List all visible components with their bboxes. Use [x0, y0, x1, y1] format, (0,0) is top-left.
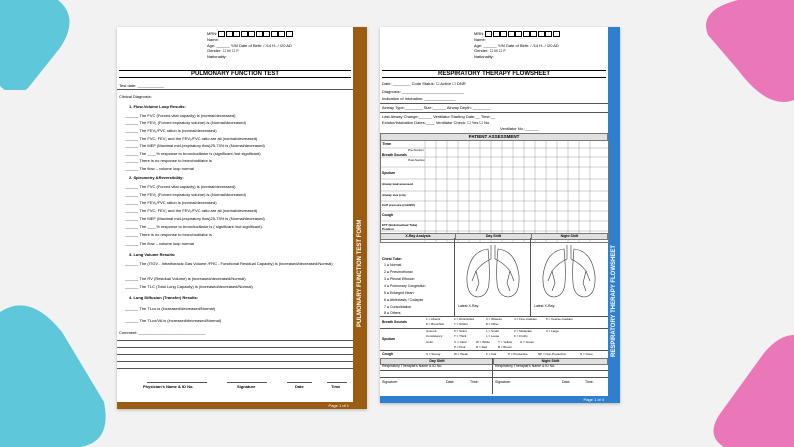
- spiro-item-8: ______ The flow – volume loop normal: [125, 241, 194, 246]
- sputum-c12: Y = Yellow: [498, 340, 512, 344]
- sputum-c5: 2 = Moderate: [514, 329, 532, 333]
- sputum-c10: C = Clear: [454, 340, 467, 344]
- patient-assessment-header: PATIENT ASSESSMENT: [380, 133, 608, 141]
- sig-night: Signature:: [495, 380, 511, 384]
- chest-item-4: 4 ● Pulmonary Congestion: [384, 284, 426, 288]
- grid-label-pre: Pre-Suction: [408, 148, 424, 152]
- header-mrn: MRN:: [474, 31, 560, 37]
- grid-label-ett: ETT (Endotracheal Tube) Position: [382, 223, 418, 231]
- breath-code-1: 1 = Absent: [426, 317, 441, 321]
- flow-item-6: ______ The ____% response to bronchodilator is (significant /not significant): [125, 151, 261, 156]
- grid-label-airway-size: Airway size (cm): [382, 193, 406, 197]
- sputum-c14: P = Pink: [454, 345, 466, 349]
- spiro-item-1: ______ The FVC (Forced vital capacity) is (normal/decreased): [125, 184, 236, 189]
- breath-code-6: 6 = Bronchial: [426, 322, 444, 326]
- header-age: Age: ______ Y/M Date of Birth: / /14 H- / /20 AD: [207, 42, 292, 48]
- spiro-item-5: ______ The MEF (Maximal mid-)expiratory flow)25-73% is (Normal/decreased): [125, 216, 265, 221]
- chest-item-7: 7 ● Consolidation: [384, 305, 412, 309]
- flow-item-5: ______ The MEF (Maximal mid-)expiratory flow)25-73% is (Normal/decreased): [125, 143, 265, 148]
- cough-code-1: S = Strong: [426, 352, 441, 356]
- page-footer: Page 1 of 4: [380, 396, 608, 403]
- date-night: Date:: [562, 380, 571, 384]
- cough-code-4: P = Productive: [508, 352, 528, 356]
- sputum-c4: 1 = Small: [486, 329, 499, 333]
- row-extubation: Extube/Intubation Dates:____ Ventilator Check: ☐ Yes ☐ No: [382, 120, 490, 125]
- xray-header: X-Ray Analysis: [380, 233, 456, 240]
- date-day: Date:: [446, 380, 455, 384]
- chest-item-3: 3 ● Pleural Effusion: [384, 277, 415, 281]
- volume-item-3: ______ The TLC (Total Lung Capacity) is (increased/decreased/Normal): [125, 284, 253, 289]
- test-date: Test date: ____________: [119, 83, 165, 88]
- chest-item-2: 2 ● Pneumothorax: [384, 270, 413, 274]
- section-spirometry: 2. Spirometry &Reversibility:: [129, 175, 184, 180]
- sputum-c6: 3 = Large: [546, 329, 559, 333]
- spiro-item-6: ______ The ____% response to bronchodilator is ( significant /not significant).: [125, 224, 263, 229]
- physician-name-label: Physician's Name & ID No.: [143, 384, 194, 389]
- spiro-item-7: ______ There is no response to bronchodilator is .: [125, 232, 215, 237]
- diffusion-item-1: ______ The TLco is (increased/decreased/Normal): [125, 306, 216, 311]
- latest-xray-day: Latest X-Ray:: [458, 304, 480, 308]
- sputum-color: Color:: [426, 340, 435, 344]
- lung-diagram-day: [464, 241, 522, 301]
- latest-xray-night: Latest X-Ray:: [534, 304, 556, 308]
- header-name: Name:: [207, 37, 219, 42]
- header-mrn: MRN:: [207, 31, 293, 37]
- chest-item-8: 8 ● Others: [384, 311, 401, 315]
- time-night: Time:: [585, 380, 594, 384]
- time-label: Time: [331, 384, 341, 389]
- header-age: Age: ______ Y/M Date of Birth: / /14 H- / /20 AD: [474, 42, 559, 48]
- sputum-amount: Amount:: [426, 329, 438, 333]
- pink-blob-bottom-right: [704, 335, 794, 447]
- breath-sounds-label: Breath Sounds: [382, 320, 407, 324]
- grid-label-time: Time: [382, 141, 392, 146]
- header-gender: Gender: ☐ M ☐ F: [474, 48, 506, 53]
- sputum-consistency: Consistency:: [426, 334, 444, 338]
- grid-label-cuff: Cuff pressure (cmH2O): [382, 203, 415, 207]
- form-title: PULMONARY FUNCTION TEST: [119, 70, 351, 78]
- side-title: RESPIRATORY THERAPY FLOWSHEET: [611, 244, 617, 357]
- row-indication: Indication of Intubation: ______________: [382, 96, 456, 101]
- volume-item-2: ______ The RV (Residual Volume) is (increased/decreased/Normal): [125, 276, 246, 281]
- flow-item-1: ______ The FVC (Forced vital capacity) is (normal/decreased): [125, 113, 236, 118]
- page-footer: Page 1 of 1: [117, 402, 353, 409]
- footer-day-shift: Day Shift: [380, 358, 494, 365]
- form-sidebar: [353, 27, 367, 409]
- cough-label: Cough: [382, 352, 394, 356]
- sputum-c7: T = Thick: [454, 334, 467, 338]
- flow-item-4: ______ The FVC, FEV₁ and the FEV₁/FVC ratio are all (normal/decreased): [125, 136, 258, 141]
- teal-blob-bottom-left: [0, 292, 110, 447]
- cough-code-2: W = Weak: [454, 352, 468, 356]
- spiro-item-2: ______ The FEV₁ (Forced expiratory volume) is (Normal/decreased): [125, 192, 246, 197]
- spiro-item-3: ______ The FEV₁/FVC ration is (normal/decreased): [125, 200, 217, 205]
- sputum-c8: L = Loose: [486, 334, 500, 338]
- flow-item-2: ______ The FEV₁ (Forced expiratory volume) is (Normal/decreased): [125, 120, 246, 125]
- breath-code-3: 3 = Wheeze: [486, 317, 503, 321]
- row-diagnosis: Diagnosis: ____________________________: [382, 89, 465, 94]
- row-date: Date: ________ Code Status: ☐ Active ☐ DNR: [382, 81, 466, 86]
- cough-code-6: N = None: [580, 352, 593, 356]
- breath-code-5: 5 = Coarse crackles: [546, 317, 573, 321]
- flow-item-7: ______ There is no response to bronchodilator is: [125, 158, 212, 163]
- breath-code-4: 4 = Fine crackles: [514, 317, 537, 321]
- grid-label-breath: Breath Sounds: [382, 153, 407, 157]
- rt-name-day: Respiratory Therapist's Name & ID No.: [382, 364, 443, 368]
- breath-code-8: 8 = Other: [486, 322, 499, 326]
- grid-label-leak: Airway leak assessed: [382, 182, 413, 186]
- day-shift-header: Day Shift: [455, 233, 532, 240]
- cough-code-5: NP = Non-Productive: [538, 352, 567, 356]
- teal-blob-top-left: [0, 0, 90, 90]
- sputum-c11: W = White: [476, 340, 490, 344]
- patient-header: [207, 31, 293, 59]
- chest-item-5: 5 ● Enlarged Heart: [384, 291, 414, 295]
- flowsheet-title: RESPIRATORY THERAPY FLOWSHEET: [382, 70, 606, 78]
- rt-name-night: Respiratory Therapist's Name & ID No.: [495, 364, 556, 368]
- diffusion-item-2: ______ The TLco/VA is (increased/decreased/Normal): [125, 318, 222, 323]
- flow-item-8: ______ The flow – volume loop normal: [125, 166, 194, 171]
- spiro-item-4: ______ The FVC, FEV₁ and the FEV₁/FVC ratio are all (normal/decreased): [125, 208, 258, 213]
- chest-item-1: 1 ● Normal: [384, 263, 402, 267]
- header-nationality: Nationality:: [207, 53, 227, 59]
- row-ventilator-no: Ventilator No.:______: [500, 126, 539, 131]
- side-title: PULMONARY FUNCTION TEST FORM: [357, 219, 363, 327]
- row-airway: Airway Type:________ Size:______ Airway Depth: ________: [382, 105, 491, 110]
- pink-blob-top-right: [698, 0, 794, 105]
- lung-diagram-night: [540, 241, 598, 301]
- breath-code-7: 7 = Stridor: [454, 322, 468, 326]
- flow-item-3: ______ The FEV₁/FVC ration is (normal/decreased): [125, 128, 217, 133]
- signature-label: Signature: [237, 384, 256, 389]
- row-airway-change: Last Airway Change:______ Ventilator Starting Date:__ Time:__: [382, 114, 496, 119]
- volume-item-1: ______ The (ITGV - Intrathoracic Gas Volume /FRC - Functional Residual Capacity) is (increased/decreased/Normal): [125, 261, 333, 266]
- section-flow-volume: 1. Flow-Volume Loop Results:: [129, 104, 186, 109]
- sputum-label: Sputum: [382, 337, 396, 341]
- footer-night-shift: Night Shift: [493, 358, 608, 365]
- time-day: Time:: [470, 380, 479, 384]
- night-shift-header: Night Shift: [531, 233, 608, 240]
- sputum-c13: G = Green: [520, 340, 535, 344]
- cough-code-3: F = Fair: [486, 352, 497, 356]
- header-gender: Gender: ☐ M ☐ F: [207, 48, 239, 53]
- header-name: Name:: [474, 37, 486, 42]
- date-label: Date: [295, 384, 304, 389]
- chest-tube-label: Chest Tube:: [382, 257, 402, 261]
- patient-header: [474, 31, 560, 59]
- section-lung-volume: 3. Lung Volume Results:: [129, 252, 176, 257]
- sputum-c15: R = Red: [476, 345, 488, 349]
- breath-code-2: 2 = Diminished: [454, 317, 474, 321]
- respiratory-therapy-flowsheet: [380, 27, 620, 403]
- comment-field: Comment: ______________________________: [119, 330, 206, 335]
- sig-day: Signature:: [382, 380, 398, 384]
- chest-item-6: 6 ● Atelectasis / Collapse: [384, 298, 424, 302]
- grid-label-sputum: Sputum: [382, 171, 396, 175]
- grid-label-post: Post-Suction: [408, 158, 426, 162]
- grid-label-cough: Cough: [382, 213, 394, 217]
- sputum-c16: B = Brown: [498, 345, 512, 349]
- clinical-diagnosis: Clinical Diagnosis:: [119, 94, 152, 99]
- section-lung-diffusion: 4. Lung Diffusion (Transfer) Results:: [129, 295, 199, 300]
- header-nationality: Nationality:: [474, 53, 494, 59]
- sputum-c3: 0 = Scant: [454, 329, 467, 333]
- sputum-c9: F = Frothy: [514, 334, 528, 338]
- flowsheet-sidebar: [608, 27, 620, 403]
- pulmonary-function-form: [117, 27, 367, 409]
